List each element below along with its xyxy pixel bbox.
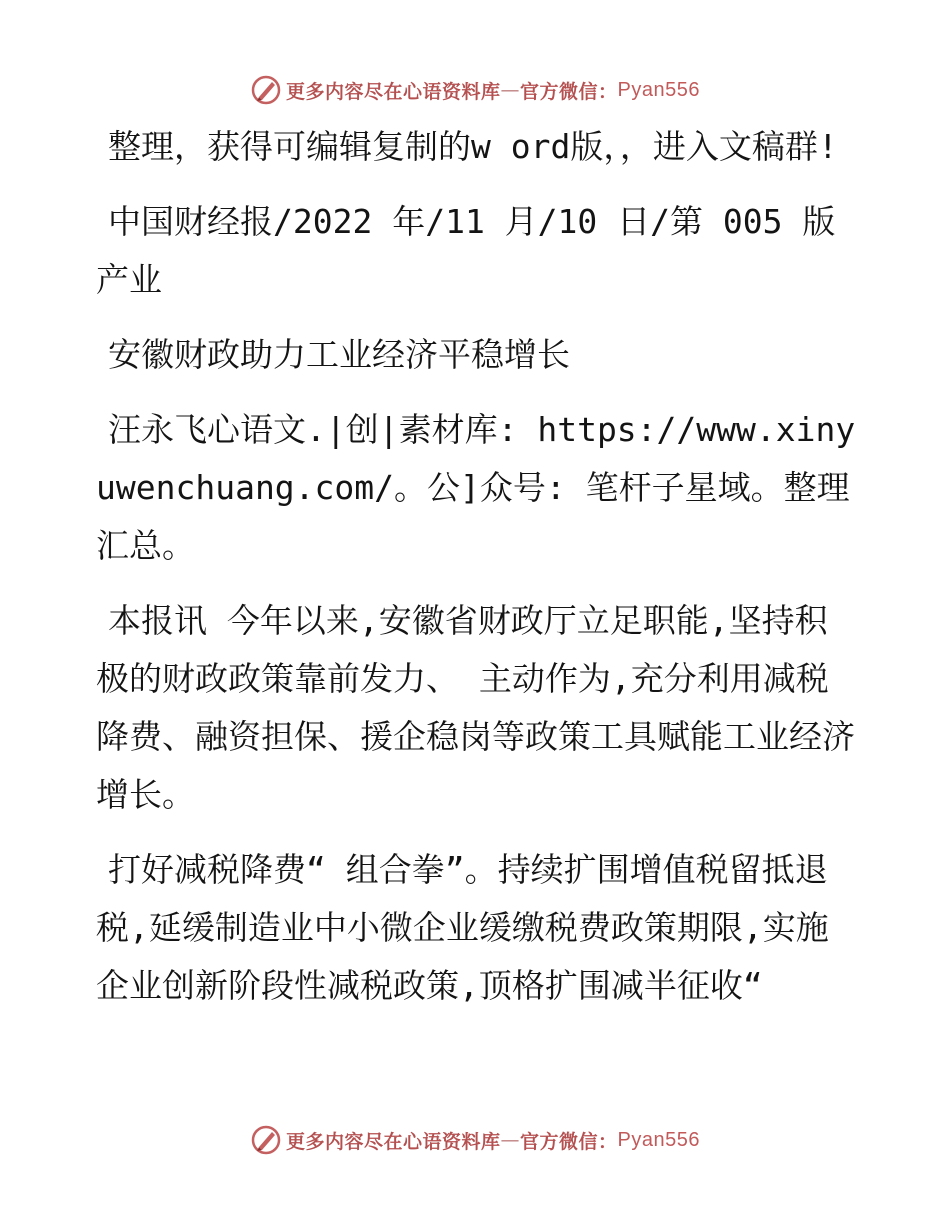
banner-official-label: 官方微信：	[520, 80, 618, 103]
banner-separator: —	[500, 79, 521, 101]
banner-wechat-id: Pyan556	[617, 1128, 700, 1151]
paragraph-lead: 本报讯 今年以来,安徽省财政厅立足职能,坚持积极的财政政策靠前发力、 主动作为,充分利用减税降费、融资担保、援企稳岗等政策工具赋能工业经济增长。	[96, 601, 855, 814]
banner-wechat-id: Pyan556	[617, 78, 700, 101]
paragraph-author-note: 汪永飞心语文.|创|素材库: https://www.xinyuwenchuang.com/。公]众号: 笔杆子星域。整理汇总。	[96, 410, 856, 565]
header-watermark-banner	[0, 70, 950, 110]
article-title: 安徽财政助力工业经济平稳增长	[108, 335, 570, 374]
banner-separator: —	[500, 1129, 521, 1151]
paragraph-tax-policy: 打好减税降费“ 组合拳”。持续扩围增值税留抵退税,延缓制造业中小微企业缓缴税费政策期限,实施企业创新阶段性减税政策,顶格扩围减半征收“	[96, 850, 829, 1005]
pen-logo-icon	[250, 1124, 282, 1156]
banner-brand-text: 更多内容尽在心语资料库	[286, 1130, 501, 1153]
paragraph-intro: 整理，获得可编辑复制的w ord版，，进入文稿群!	[108, 127, 838, 166]
pen-logo-icon	[250, 74, 282, 106]
paragraph-source: 中国财经报/2022 年/11 月/10 日/第 005 版产业	[96, 202, 836, 299]
banner-official-label: 官方微信：	[520, 1130, 618, 1153]
footer-watermark-banner	[0, 1120, 950, 1160]
document-body	[96, 118, 856, 1032]
banner-brand-text: 更多内容尽在心语资料库	[286, 80, 501, 103]
